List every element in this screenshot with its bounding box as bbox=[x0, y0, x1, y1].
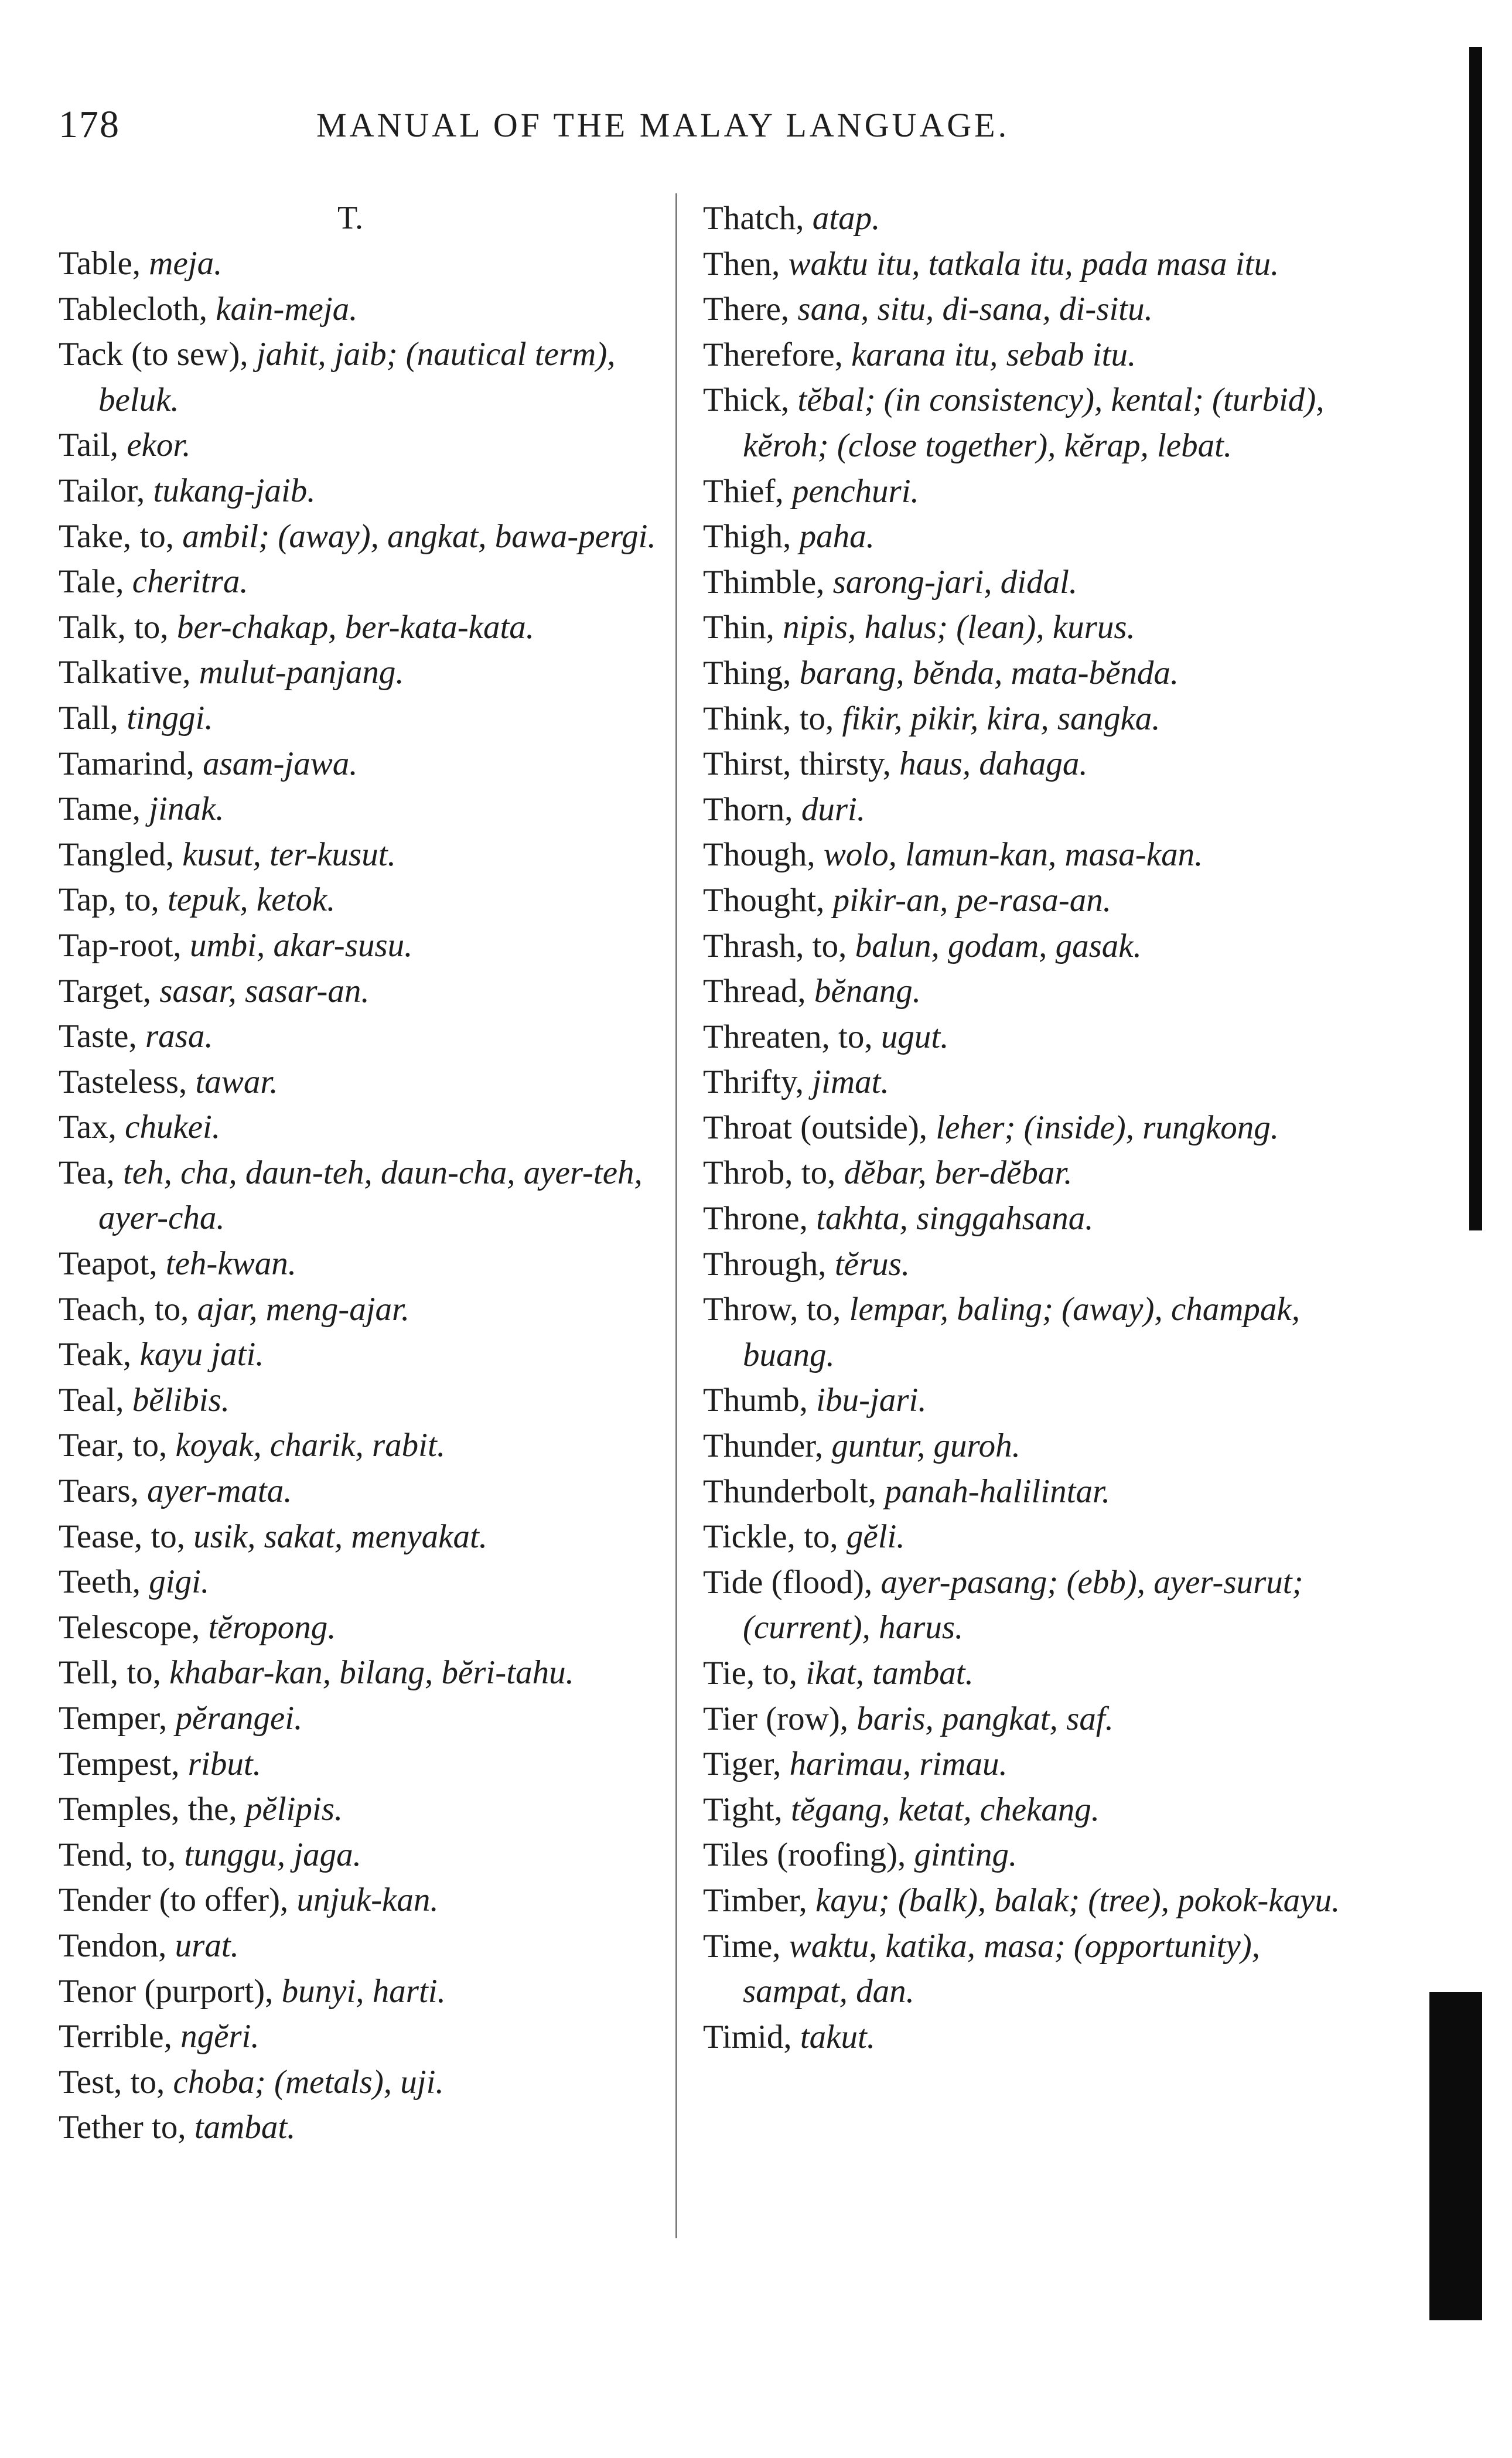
entry-definition: kusut, ter-kusut. bbox=[174, 836, 396, 873]
dictionary-entry bbox=[59, 2060, 662, 2105]
entry-headword: Tempest, bbox=[59, 1745, 180, 1782]
dictionary-entry bbox=[703, 1105, 1353, 1151]
dictionary-entry bbox=[703, 696, 1353, 742]
entry-headword: Tax, bbox=[59, 1109, 117, 1146]
entry-headword: Throw, to, bbox=[703, 1291, 841, 1328]
dictionary-entry bbox=[59, 2105, 662, 2150]
entry-headword: Take, to, bbox=[59, 517, 175, 555]
entry-headword: Thorn, bbox=[703, 790, 793, 828]
dictionary-entry bbox=[59, 650, 662, 696]
entry-definition: pĕlipis. bbox=[237, 1791, 343, 1828]
entry-headword: Tea, bbox=[59, 1154, 115, 1191]
entry-definition: tepuk, ketok. bbox=[159, 881, 336, 919]
dictionary-entry bbox=[703, 787, 1353, 833]
dictionary-entry bbox=[703, 1059, 1353, 1105]
entry-headword: Test, to, bbox=[59, 2063, 165, 2101]
dictionary-entry bbox=[59, 241, 662, 287]
entry-definition: haus, dahaga. bbox=[890, 745, 1088, 783]
dictionary-entry bbox=[703, 1696, 1353, 1742]
dictionary-entry bbox=[703, 377, 1353, 468]
entry-headword: Teapot, bbox=[59, 1245, 158, 1283]
entry-headword: Thimble, bbox=[703, 563, 825, 601]
dictionary-entry bbox=[703, 560, 1353, 605]
dictionary-entry bbox=[703, 1150, 1353, 1196]
entry-headword: Target, bbox=[59, 972, 151, 1010]
entry-definition: tĕgang, ketat, chekang. bbox=[782, 1791, 1100, 1828]
entry-headword: Threaten, to, bbox=[703, 1018, 873, 1055]
entry-definition: tĕrus. bbox=[826, 1245, 910, 1283]
entry-definition: teh, cha, daun-teh, daun-cha, ayer-teh, ayer-cha. bbox=[98, 1154, 643, 1237]
entry-definition: ber-chakap, ber-kata-kata. bbox=[168, 608, 535, 646]
dictionary-entry bbox=[703, 1878, 1353, 1924]
dictionary-entry bbox=[703, 1560, 1353, 1651]
entry-headword: Thief, bbox=[703, 472, 784, 510]
dictionary-entry bbox=[59, 1741, 662, 1787]
entry-definition: unjuk-kan. bbox=[288, 1881, 439, 1919]
dictionary-entry bbox=[59, 332, 662, 422]
entry-headword: Tailor, bbox=[59, 472, 145, 509]
entry-definition: duri. bbox=[793, 790, 866, 828]
entry-definition: panah-halilintar. bbox=[876, 1472, 1111, 1510]
entry-headword: Tablecloth, bbox=[59, 290, 207, 328]
entry-definition: tambat. bbox=[186, 2109, 296, 2146]
entry-definition: meja. bbox=[141, 245, 223, 282]
entry-headword: Tack (to sew), bbox=[59, 336, 248, 373]
entry-headword: Temper, bbox=[59, 1700, 168, 1737]
entry-headword: Tendon, bbox=[59, 1927, 167, 1964]
entry-definition: ambil; (away), angkat, bawa-pergi. bbox=[174, 517, 656, 555]
entry-headword: Teak, bbox=[59, 1336, 132, 1373]
entry-definition: koyak, charik, rabit. bbox=[167, 1427, 446, 1464]
entry-headword: Teeth, bbox=[59, 1563, 141, 1601]
entry-headword: Tight, bbox=[703, 1791, 783, 1828]
dictionary-entry bbox=[59, 969, 662, 1014]
entry-definition: ribut. bbox=[179, 1745, 261, 1782]
entry-headword: Thin, bbox=[703, 609, 774, 646]
entry-headword: Tall, bbox=[59, 699, 119, 737]
dictionary-entry bbox=[59, 1378, 662, 1423]
dictionary-entry bbox=[703, 1924, 1353, 2014]
entry-definition: bĕlibis. bbox=[124, 1381, 230, 1419]
dictionary-entry bbox=[59, 877, 662, 923]
dictionary-entry bbox=[703, 1423, 1353, 1469]
entry-definition: tawar. bbox=[187, 1063, 278, 1100]
entry-headword: Thatch, bbox=[703, 200, 804, 237]
dictionary-entry bbox=[703, 1787, 1353, 1833]
entry-definition: kayu jati. bbox=[131, 1336, 264, 1373]
entry-definition: sana, situ, di-sana, di-situ. bbox=[789, 291, 1153, 328]
entry-definition: ayer-mata. bbox=[138, 1472, 292, 1510]
dictionary-entry bbox=[703, 650, 1353, 696]
entry-headword: Talk, to, bbox=[59, 608, 169, 646]
dictionary-entry bbox=[59, 832, 662, 878]
entry-definition: pĕrangei. bbox=[167, 1700, 303, 1737]
dictionary-entry bbox=[59, 2014, 662, 2060]
entry-definition: fikir, pikir, kira, sangka. bbox=[834, 700, 1161, 737]
entry-headword: Tether to, bbox=[59, 2109, 186, 2146]
dictionary-entry bbox=[59, 1832, 662, 1878]
entry-headword: Tickle, to, bbox=[703, 1518, 838, 1556]
dictionary-entry bbox=[59, 1923, 662, 1969]
dictionary-entry bbox=[59, 741, 662, 787]
entry-definition: ngĕri. bbox=[172, 2018, 260, 2055]
entry-headword: Though, bbox=[703, 836, 815, 874]
entry-definition: ginting. bbox=[906, 1836, 1018, 1874]
dictionary-entry bbox=[59, 1468, 662, 1514]
entry-definition: usik, sakat, menyakat. bbox=[185, 1518, 488, 1555]
entry-definition: choba; (metals), uji. bbox=[165, 2063, 444, 2101]
entry-headword: Thread, bbox=[703, 973, 806, 1010]
entry-headword: Terrible, bbox=[59, 2018, 172, 2055]
section-letter: T. bbox=[337, 200, 364, 236]
entry-definition: jahit, jaib; (nautical term), beluk. bbox=[98, 336, 616, 418]
entry-headword: Tap, to, bbox=[59, 881, 159, 919]
dictionary-entry bbox=[59, 514, 662, 560]
entry-definition: cheritra. bbox=[124, 563, 248, 601]
entry-definition: waktu, katika, masa; (opportunity), sampat, dan. bbox=[743, 1927, 1261, 2010]
dictionary-entry bbox=[59, 1969, 662, 2014]
page-edge-shadow bbox=[1429, 1992, 1482, 2320]
dictionary-entry bbox=[703, 1014, 1353, 1060]
entry-definition: tukang-jaib. bbox=[145, 472, 316, 509]
entry-headword: Tame, bbox=[59, 790, 141, 828]
entry-headword: Telescope, bbox=[59, 1608, 200, 1646]
entry-definition: gĕli. bbox=[838, 1518, 905, 1556]
entry-definition: takut. bbox=[791, 2018, 876, 2055]
dictionary-entry bbox=[703, 332, 1353, 378]
entry-definition: atap. bbox=[804, 200, 880, 237]
entry-definition: umbi, akar-susu. bbox=[181, 926, 413, 964]
dictionary-entry bbox=[703, 832, 1353, 878]
entry-definition: sasar, sasar-an. bbox=[151, 972, 370, 1010]
entry-definition: mulut-panjang. bbox=[190, 654, 404, 691]
entry-headword: Throne, bbox=[703, 1200, 808, 1237]
entry-headword: Thick, bbox=[703, 381, 790, 419]
entry-definition: ibu-jari. bbox=[807, 1382, 927, 1419]
entry-definition: harimau, rimau. bbox=[781, 1746, 1008, 1783]
entry-headword: Thought, bbox=[703, 881, 825, 919]
entry-definition: asam-jawa. bbox=[194, 745, 358, 782]
page-number: 178 bbox=[59, 103, 120, 146]
dictionary-entry bbox=[59, 1605, 662, 1651]
dictionary-entry bbox=[703, 1651, 1353, 1696]
dictionary-entry bbox=[703, 469, 1353, 514]
entry-definition: wolo, lamun-kan, masa-kan. bbox=[815, 836, 1203, 874]
dictionary-entry bbox=[59, 1150, 662, 1241]
entry-definition: bunyi, harti. bbox=[273, 1972, 446, 2010]
entry-headword: Throb, to, bbox=[703, 1154, 836, 1192]
dictionary-entry bbox=[59, 605, 662, 650]
dictionary-entry bbox=[703, 1469, 1353, 1515]
dictionary-entry bbox=[703, 196, 1353, 241]
dictionary-entry bbox=[59, 1423, 662, 1468]
entry-definition: karana itu, sebab itu. bbox=[842, 336, 1136, 373]
dictionary-entry bbox=[703, 878, 1353, 923]
dictionary-entry bbox=[703, 1378, 1353, 1423]
dictionary-entry bbox=[59, 1059, 662, 1105]
dictionary-entry bbox=[59, 1696, 662, 1741]
dictionary-entry bbox=[59, 696, 662, 741]
entry-definition: ajar, meng-ajar. bbox=[189, 1290, 410, 1328]
entry-headword: Tier (row), bbox=[703, 1700, 849, 1737]
entry-headword: Thunder, bbox=[703, 1427, 824, 1465]
dictionary-entry bbox=[703, 969, 1353, 1014]
entry-headword: Think, to, bbox=[703, 700, 834, 737]
entry-headword: Tease, to, bbox=[59, 1518, 186, 1555]
dictionary-entry bbox=[703, 1287, 1353, 1378]
entry-definition: kain-meja. bbox=[207, 290, 358, 328]
entry-headword: Throat (outside), bbox=[703, 1109, 928, 1146]
right-column bbox=[703, 196, 1353, 2060]
dictionary-entry bbox=[59, 1650, 662, 1696]
dictionary-entry bbox=[59, 1241, 662, 1287]
dictionary-entry bbox=[59, 422, 662, 468]
entry-headword: Tiger, bbox=[703, 1746, 781, 1783]
dictionary-entry bbox=[59, 1014, 662, 1059]
dictionary-entry bbox=[703, 514, 1353, 560]
entry-headword: Tiles (roofing), bbox=[703, 1836, 906, 1874]
dictionary-entry bbox=[59, 559, 662, 605]
dictionary-entry bbox=[59, 1332, 662, 1378]
entry-definition: paha. bbox=[791, 518, 875, 555]
dictionary-entry bbox=[59, 287, 662, 332]
dictionary-entry bbox=[59, 468, 662, 514]
dictionary-entry bbox=[703, 741, 1353, 787]
entry-definition: tinggi. bbox=[118, 699, 213, 737]
entry-definition: rasa. bbox=[136, 1018, 213, 1055]
entry-definition: ayer-pasang; (ebb), ayer-surut; (current), harus. bbox=[743, 1563, 1303, 1646]
entry-headword: Tie, to, bbox=[703, 1655, 798, 1692]
entry-headword: Tears, bbox=[59, 1472, 139, 1510]
entry-definition: tunggu, jaga. bbox=[176, 1836, 361, 1873]
entry-definition: penchuri. bbox=[783, 472, 919, 510]
dictionary-entry bbox=[703, 1741, 1353, 1787]
entry-headword: Timber, bbox=[703, 1881, 807, 1919]
entry-headword: There, bbox=[703, 291, 790, 328]
dictionary-entry bbox=[703, 241, 1353, 287]
entry-definition: tĕbal; (in consistency), kental; (turbid), kĕroh; (close together), kĕrap, lebat. bbox=[743, 381, 1325, 464]
running-title: MANUAL OF THE MALAY LANGUAGE. bbox=[316, 106, 1010, 144]
entry-headword: Timid, bbox=[703, 2018, 792, 2055]
entry-headword: Through, bbox=[703, 1245, 827, 1283]
entry-definition: takhta, singgahsana. bbox=[807, 1200, 1094, 1237]
column-divider bbox=[675, 193, 677, 2238]
entry-headword: Taste, bbox=[59, 1018, 137, 1055]
entry-definition: jimat. bbox=[804, 1063, 889, 1101]
entry-headword: Tear, to, bbox=[59, 1427, 168, 1464]
entry-definition: chukei. bbox=[116, 1109, 221, 1146]
entry-definition: gigi. bbox=[141, 1563, 210, 1601]
entry-headword: Temples, the, bbox=[59, 1791, 237, 1828]
dictionary-entry bbox=[59, 1104, 662, 1150]
entry-headword: Tap-root, bbox=[59, 926, 182, 964]
entry-headword: Thumb, bbox=[703, 1382, 808, 1419]
dictionary-entry bbox=[59, 1514, 662, 1560]
entry-headword: Thrash, to, bbox=[703, 927, 847, 964]
entry-headword: Tend, to, bbox=[59, 1836, 176, 1873]
entry-definition: barang, bĕnda, mata-bĕnda. bbox=[791, 654, 1179, 691]
dictionary-entry bbox=[59, 786, 662, 832]
entry-headword: Tasteless, bbox=[59, 1063, 187, 1100]
entry-headword: Talkative, bbox=[59, 654, 191, 691]
entry-headword: Thrifty, bbox=[703, 1063, 804, 1101]
entry-definition: waktu itu, tatkala itu, pada masa itu. bbox=[780, 245, 1279, 282]
entry-headword: Tide (flood), bbox=[703, 1563, 873, 1601]
entry-headword: Tail, bbox=[59, 427, 119, 464]
entry-definition: jinak. bbox=[141, 790, 224, 828]
entry-headword: Teal, bbox=[59, 1381, 124, 1419]
entry-definition: pikir-an, pe-rasa-an. bbox=[824, 881, 1112, 919]
dictionary-entry bbox=[703, 605, 1353, 650]
entry-headword: Thirst, thirsty, bbox=[703, 745, 891, 783]
dictionary-entry bbox=[59, 1877, 662, 1923]
entry-headword: Tale, bbox=[59, 563, 124, 601]
entry-headword: Time, bbox=[703, 1927, 781, 1965]
entry-definition: leher; (inside), rungkong. bbox=[927, 1109, 1279, 1146]
dictionary-entry bbox=[59, 923, 662, 969]
entry-headword: Thing, bbox=[703, 654, 791, 691]
entry-definition: ekor. bbox=[118, 427, 191, 464]
dictionary-entry bbox=[59, 1287, 662, 1332]
entry-headword: Teach, to, bbox=[59, 1290, 189, 1328]
dictionary-entry bbox=[59, 1787, 662, 1832]
left-column bbox=[59, 196, 662, 2150]
entry-definition: sarong-jari, didal. bbox=[824, 563, 1078, 601]
dictionary-entry bbox=[703, 923, 1353, 969]
entry-definition: tĕropong. bbox=[200, 1608, 336, 1646]
entry-definition: ugut. bbox=[872, 1018, 949, 1055]
entry-definition: ikat, tambat. bbox=[797, 1655, 974, 1692]
entry-headword: Thunderbolt, bbox=[703, 1472, 877, 1510]
entry-headword: Tangled, bbox=[59, 836, 175, 873]
dictionary-entry bbox=[703, 287, 1353, 332]
entry-definition: urat. bbox=[166, 1927, 239, 1964]
entry-headword: Therefore, bbox=[703, 336, 843, 373]
entry-headword: Table, bbox=[59, 245, 141, 282]
dictionary-entry bbox=[703, 2014, 1353, 2060]
entry-definition: khabar-kan, bilang, bĕri-tahu. bbox=[161, 1654, 574, 1692]
entry-definition: nipis, halus; (lean), kurus. bbox=[774, 609, 1135, 646]
dictionary-entry bbox=[703, 1514, 1353, 1560]
entry-headword: Tenor (purport), bbox=[59, 1972, 274, 2010]
entry-headword: Then, bbox=[703, 245, 780, 282]
entry-definition: balun, godam, gasak. bbox=[847, 927, 1142, 964]
entry-definition: teh-kwan. bbox=[157, 1245, 296, 1283]
entry-definition: kayu; (balk), balak; (tree), pokok-kayu. bbox=[807, 1881, 1340, 1919]
entry-definition: bĕnang. bbox=[806, 973, 921, 1010]
dictionary-entry bbox=[59, 1559, 662, 1605]
page-edge-shadow bbox=[1469, 47, 1482, 1230]
entry-definition: baris, pangkat, saf. bbox=[848, 1700, 1114, 1737]
entry-headword: Thigh, bbox=[703, 518, 791, 555]
entry-definition: lempar, baling; (away), champak, buang. bbox=[743, 1291, 1300, 1373]
entry-definition: guntur, guroh. bbox=[823, 1427, 1020, 1465]
dictionary-entry bbox=[703, 1242, 1353, 1287]
entry-headword: Tell, to, bbox=[59, 1654, 161, 1692]
dictionary-entry bbox=[703, 1832, 1353, 1878]
entry-headword: Tender (to offer), bbox=[59, 1881, 289, 1919]
entry-headword: Tamarind, bbox=[59, 745, 194, 782]
dictionary-entry bbox=[703, 1196, 1353, 1242]
entry-definition: dĕbar, ber-dĕbar. bbox=[835, 1154, 1073, 1192]
